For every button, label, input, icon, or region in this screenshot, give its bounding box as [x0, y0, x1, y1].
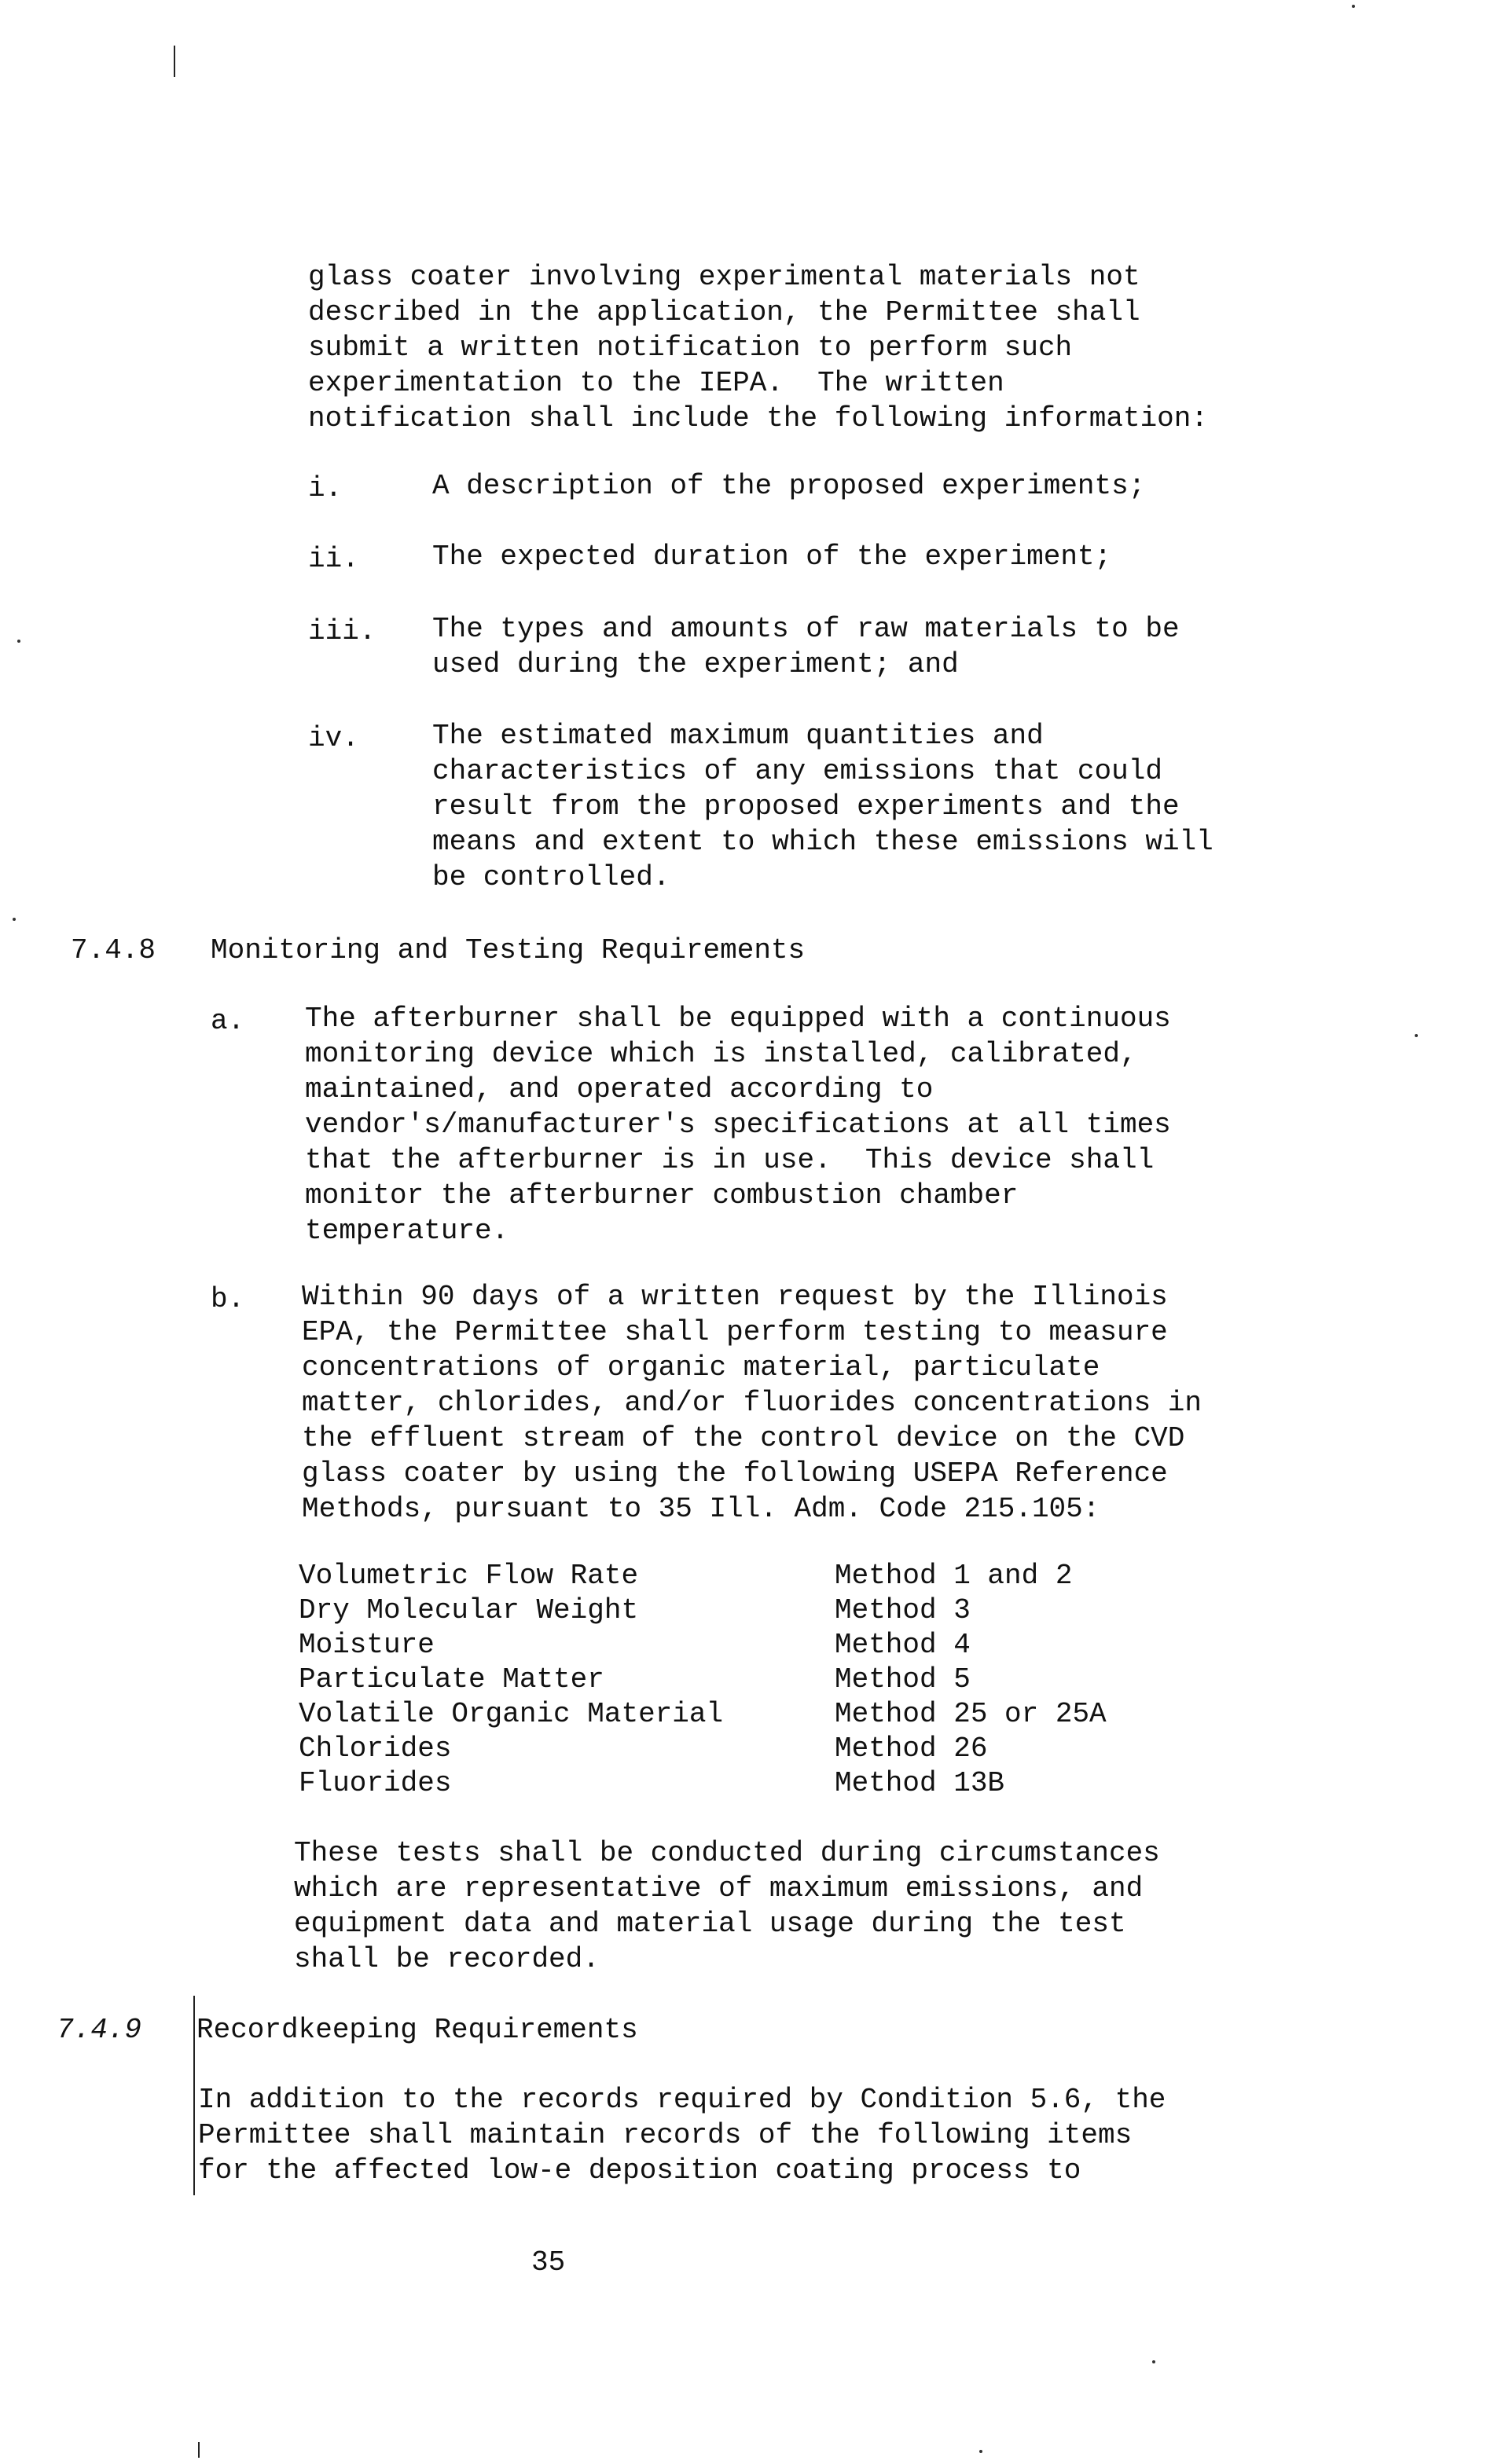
section-number: 7.4.9 [57, 2014, 142, 2046]
table-row-method: Method 26 [835, 1732, 988, 1765]
item-a-line: that the afterburner is in use. This device shall [305, 1144, 1155, 1176]
table-row-parameter: Chlorides [299, 1732, 452, 1765]
tests-line: shall be recorded. [294, 1943, 600, 1975]
list-item [432, 611, 1180, 682]
table-row-method: Method 3 [835, 1594, 971, 1626]
intro-line: glass coater involving experimental materials not [308, 261, 1140, 293]
list-marker: a. [211, 1005, 245, 1037]
list-item-line: means and extent to which these emissions will [432, 826, 1213, 858]
item-a-line: temperature. [305, 1215, 509, 1247]
list-item-line: used during the experiment; and [432, 648, 959, 680]
list-item [432, 468, 1145, 504]
item-b-line: Within 90 days of a written request by the Illinois [302, 1281, 1168, 1313]
scan-speck [1152, 2360, 1155, 2363]
list-item-line: The expected duration of the experiment; [432, 541, 1112, 573]
intro-paragraph [308, 259, 1208, 436]
revision-bar [193, 1996, 195, 2195]
recordkeeping-paragraph [198, 2082, 1166, 2188]
recordkeeping-line: Permittee shall maintain records of the following items [198, 2119, 1133, 2151]
table-row-parameter: Volumetric Flow Rate [299, 1560, 639, 1592]
scan-mark [174, 46, 175, 77]
list-item [432, 539, 1111, 574]
list-item-line: be controlled. [432, 861, 670, 893]
list-marker: b. [211, 1283, 245, 1315]
intro-line: submit a written notification to perform such [308, 332, 1073, 364]
item-b-line: the effluent stream of the control device on the CVD [302, 1422, 1185, 1454]
table-row-parameter: Particulate Matter [299, 1663, 604, 1696]
item-a-line: vendor's/manufacturer's specifications at all times [305, 1109, 1171, 1141]
tests-line: equipment data and material usage during the test [294, 1908, 1126, 1940]
intro-line: notification shall include the following information: [308, 402, 1208, 434]
section-item-b [302, 1279, 1202, 1527]
item-b-line: concentrations of organic material, particulate [302, 1351, 1100, 1384]
item-b-line: glass coater by using the following USEPA Reference [302, 1458, 1168, 1490]
table-row-parameter: Fluorides [299, 1767, 452, 1799]
table-row-parameter: Volatile Organic Material [299, 1698, 724, 1730]
list-item [432, 718, 1213, 895]
table-row-parameter: Moisture [299, 1629, 435, 1661]
section-title: Monitoring and Testing Requirements [211, 934, 806, 966]
list-marker: iv. [308, 722, 359, 754]
scan-speck [1352, 5, 1355, 8]
recordkeeping-line: for the affected low-e deposition coating process to [198, 2154, 1081, 2187]
list-item-line: characteristics of any emissions that could [432, 755, 1162, 787]
table-row-method: Method 25 or 25A [835, 1698, 1107, 1730]
tests-line: These tests shall be conducted during circumstances [294, 1837, 1160, 1869]
list-marker: iii. [308, 615, 376, 647]
list-marker: i. [308, 472, 343, 504]
item-a-line: monitor the afterburner combustion chamber [305, 1179, 1019, 1212]
item-b-line: Methods, pursuant to 35 Ill. Adm. Code 215.105: [302, 1493, 1100, 1525]
page-number: 35 [531, 2246, 566, 2279]
item-b-line: EPA, the Permittee shall perform testing to measure [302, 1316, 1168, 1348]
intro-line: experimentation to the IEPA. The written [308, 367, 1004, 399]
tests-paragraph [294, 1835, 1160, 1977]
list-item-line: The types and amounts of raw materials to be [432, 613, 1180, 645]
section-item-a [305, 1001, 1171, 1248]
list-item-line: The estimated maximum quantities and [432, 720, 1044, 752]
list-item-line: result from the proposed experiments and the [432, 790, 1180, 823]
item-a-line: monitoring device which is installed, calibrated, [305, 1038, 1137, 1070]
section-number: 7.4.8 [71, 934, 156, 966]
table-row-method: Method 13B [835, 1767, 1005, 1799]
recordkeeping-line: In addition to the records required by Condition 5.6, the [198, 2084, 1166, 2116]
table-row-method: Method 1 and 2 [835, 1560, 1073, 1592]
scan-speck [979, 2450, 982, 2453]
scan-speck [17, 640, 20, 643]
scan-mark [198, 2442, 200, 2458]
item-a-line: maintained, and operated according to [305, 1073, 934, 1106]
table-row-method: Method 4 [835, 1629, 971, 1661]
list-item-line: A description of the proposed experiments; [432, 470, 1146, 502]
item-b-line: matter, chlorides, and/or fluorides concentrations in [302, 1387, 1202, 1419]
scan-speck [1415, 1034, 1418, 1037]
tests-line: which are representative of maximum emissions, and [294, 1872, 1144, 1905]
intro-line: described in the application, the Permittee shall [308, 296, 1140, 328]
list-marker: ii. [308, 543, 359, 575]
item-a-line: The afterburner shall be equipped with a continuous [305, 1003, 1171, 1035]
table-row-parameter: Dry Molecular Weight [299, 1594, 639, 1626]
section-title: Recordkeeping Requirements [196, 2014, 638, 2046]
scan-speck [13, 918, 16, 921]
table-row-method: Method 5 [835, 1663, 971, 1696]
